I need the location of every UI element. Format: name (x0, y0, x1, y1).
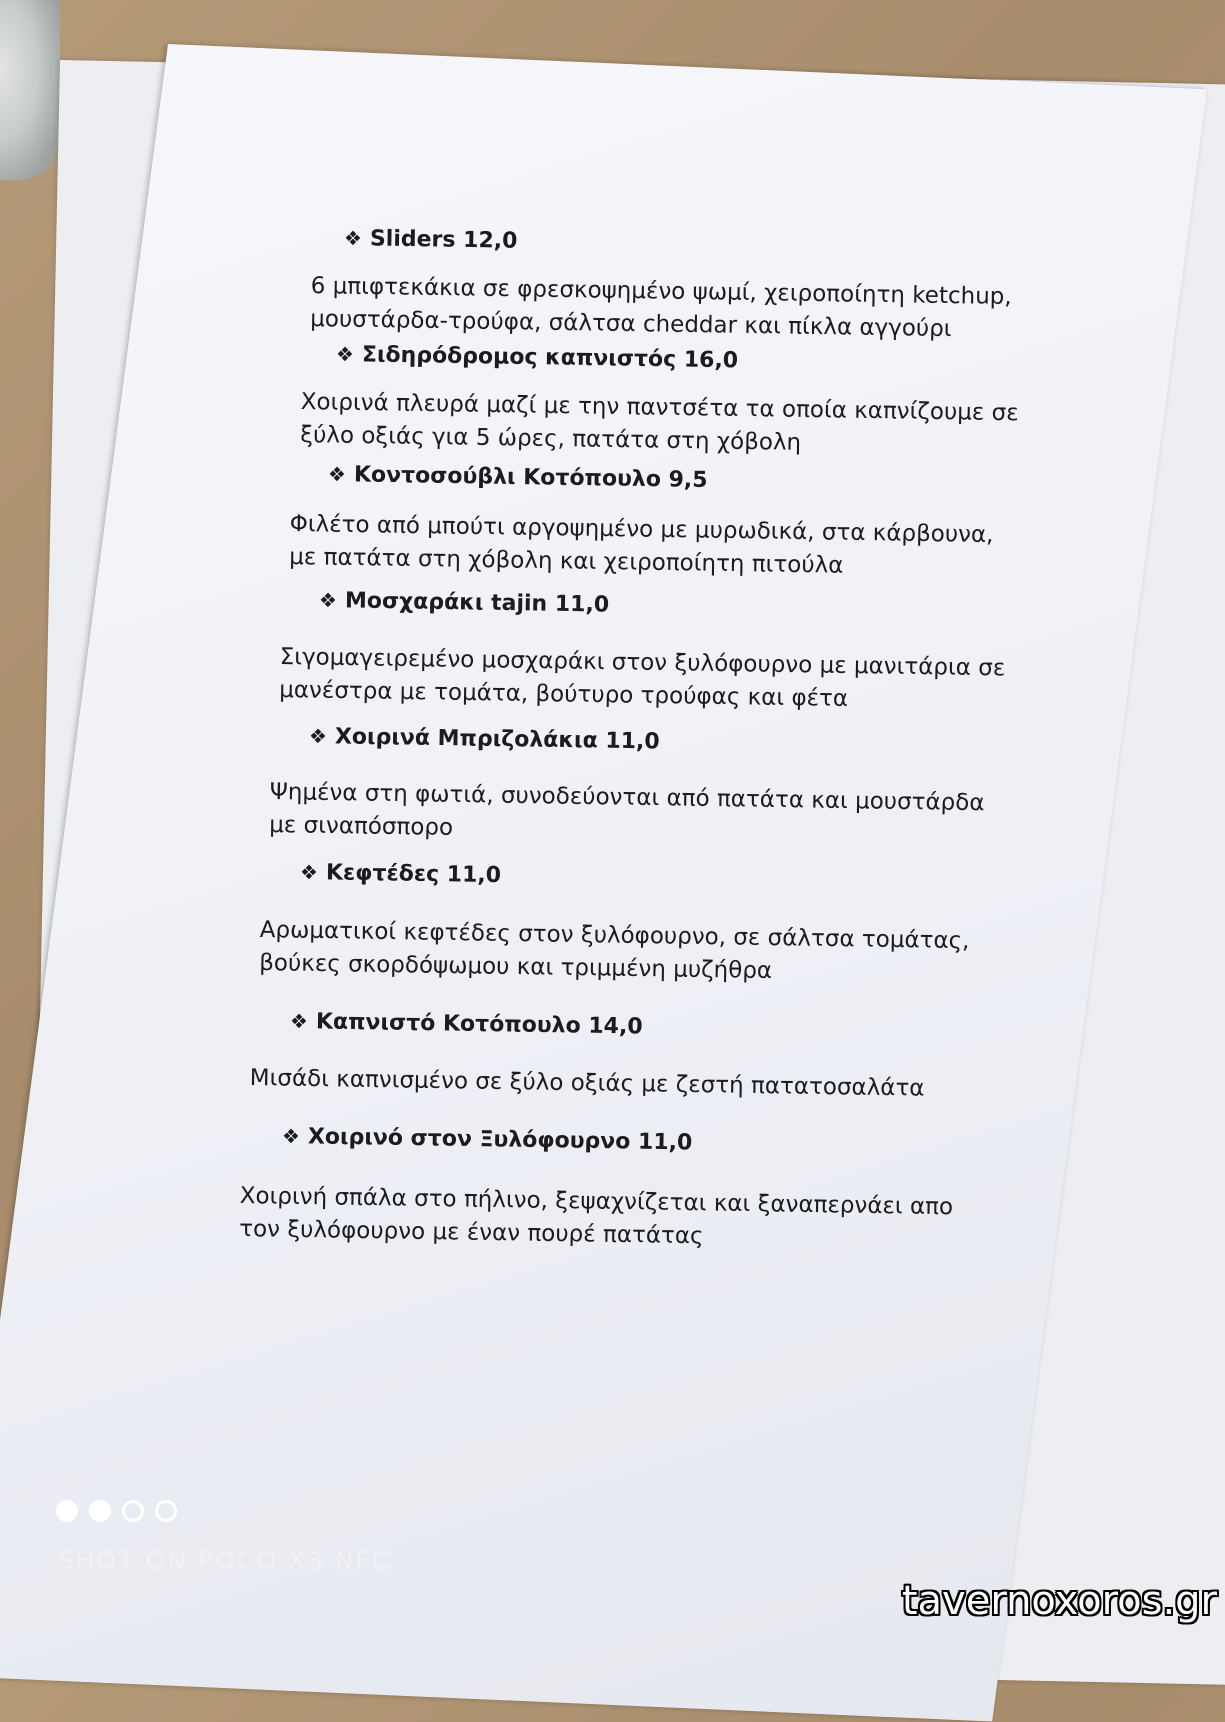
description-line: με σιναπόσπορο (269, 811, 454, 841)
description-line: τον ξυλόφουρνο με έναν πουρέ πατάτας (239, 1215, 704, 1250)
menu-item-title (282, 1124, 693, 1155)
menu-item-title (328, 462, 708, 493)
diamond-bullet-icon: ❖ (289, 1009, 309, 1034)
menu-item-title-text: Χοιρινό στον Ξυλόφουρνο 11,0 (307, 1124, 693, 1156)
menu-item-description (279, 641, 1006, 718)
menu-item-description (289, 508, 994, 585)
menu-item-title (309, 724, 660, 755)
menu-item-description (249, 1062, 924, 1106)
dot-outline-icon (155, 1500, 177, 1522)
dot-filled-icon (89, 1500, 111, 1522)
menu-item-description (310, 270, 1012, 347)
dot-outline-icon (122, 1500, 144, 1522)
description-line: με πατάτα στη χόβολη και χειροποίητη πιτούλα (289, 543, 844, 579)
diamond-bullet-icon: ❖ (335, 342, 355, 367)
description-line: Φιλέτο από μπούτι αργοψημένο με μυρωδικά, στα κάρβουνα, (289, 510, 994, 549)
site-watermark: tavernoxoros.gr (901, 1578, 1217, 1624)
camera-dots (56, 1500, 177, 1522)
menu-item-title-text: Μοσχαράκι tajin 11,0 (344, 588, 610, 618)
menu-item-title-text: Καπνιστό Κοτόπουλο 14,0 (315, 1009, 643, 1040)
menu-item-description (300, 386, 1019, 463)
description-line: Ψημένα στη φωτιά, συνοδεύονται από πατάτα και μουστάρδα (269, 778, 985, 817)
menu-item-description (239, 1180, 953, 1257)
menu-item-title (336, 342, 738, 373)
description-line: Χοιρινή σπάλα στο πήλινο, ξεψαχνίζεται και ξαναπερνάει απο (239, 1182, 954, 1221)
menu-item-title (300, 860, 501, 888)
diamond-bullet-icon: ❖ (308, 724, 328, 749)
description-line: 6 μπιφτεκάκια σε φρεσκοψημένο ψωμί, χειροποίητη ketchup, (310, 272, 1012, 311)
menu-item-title-text: Χοιρινά Μπριζολάκια 11,0 (334, 724, 660, 755)
diamond-bullet-icon: ❖ (281, 1124, 301, 1149)
menu-item-title-text: Σιδηρόδρομος καπνιστός 16,0 (361, 342, 739, 374)
menu-item-title-text: Κοντοσούβλι Κοτόπουλο 9,5 (353, 462, 708, 493)
description-line: βούκες σκορδόψωμου και τριμμένη μυζήθρα (259, 949, 773, 985)
diamond-bullet-icon: ❖ (318, 588, 338, 613)
menu-item-title (319, 588, 610, 618)
description-line: Αρωματικοί κεφτέδες στον ξυλόφουρνο, σε σάλτσα τομάτας, (259, 916, 970, 955)
description-line: ξύλο οξιάς για 5 ώρες, πατάτα στη χόβολη (300, 421, 802, 456)
camera-shot-label: SHOT ON POCO X3 NFC (58, 1546, 392, 1575)
description-line: μανέστρα με τομάτα, βούτυρο τρούφας και φέτα (279, 676, 849, 712)
description-line: Μισάδι καπνισμένο σε ξύλο οξιάς με ζεστή πατατοσαλάτα (249, 1064, 925, 1102)
menu-item-title (290, 1009, 643, 1040)
description-line: Χοιρινά πλευρά μαζί με την παντσέτα τα οποία καπνίζουμε σε (300, 388, 1019, 427)
diamond-bullet-icon: ❖ (299, 860, 319, 885)
menu-item-title (344, 226, 518, 254)
description-line: Σιγομαγειρεμένο μοσχαράκι στον ξυλόφουρνο με μανιτάρια σε (279, 643, 1006, 682)
diamond-bullet-icon: ❖ (327, 462, 347, 487)
menu-item-description (259, 914, 970, 991)
menu-item-title-text: Κεφτέδες 11,0 (325, 860, 502, 889)
diamond-bullet-icon: ❖ (343, 226, 363, 251)
description-line: μουστάρδα-τρούφα, σάλτσα cheddar και πίκλα αγγούρι (310, 305, 952, 343)
dot-filled-icon (56, 1500, 78, 1522)
menu-item-description (269, 776, 985, 853)
menu-item-title-text: Sliders 12,0 (369, 226, 518, 254)
